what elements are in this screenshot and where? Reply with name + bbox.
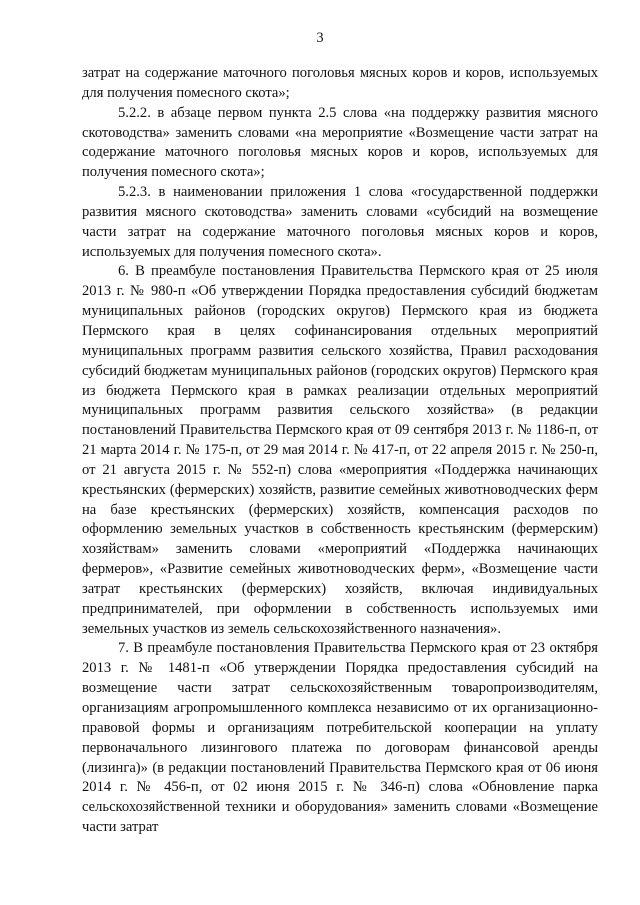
paragraph-5-2-3: 5.2.3. в наименовании приложения 1 слова «государственной поддержки развития мясного скотоводства» заменить словами «субсидий на возмещение части затрат на содержание маточного поголовья мясных коров и коров, используемых для получения помесного скота». [82, 184, 598, 260]
page-number: 3 [316, 30, 324, 46]
document-body [82, 64, 598, 838]
paragraph-7: 7. В преамбуле постановления Правительства Пермского края от 23 октября 2013 г. № 1481-п «Об утверждении Порядка предоставления субсидий на возмещение части затрат сельскохозяйственным товаропроизводителям, организациям агропромышленного комплекса независимо от их организационно-правовой формы и организациям потребительской кооперации на уплату первоначального лизингового платежа по договорам финансовой аренды (лизинга)» (в редакции постановлений Правительства Пермского края от 06 июня 2014 г. № 456-п, от 02 июня 2015 г. № 346-п) слова «Обновление парка сельскохозяйственной техники и оборудования» заменить словами «Возмещение части затрат [82, 640, 598, 836]
paragraph-continuation: затрат на содержание маточного поголовья мясных коров и коров, используемых для получения помесного скота»; [82, 65, 598, 101]
paragraph-6: 6. В преамбуле постановления Правительства Пермского края от 25 июля 2013 г. № 980-п «Об утверждении Порядка предоставления субсидий бюджетам муниципальных районов (городских округов) Пермского края из бюджета Пермского края в целях софинансирования отдельных мероприятий муниципальных программ развития сельского хозяйства, Правил расходования субсидий бюджетам муниципальных районов (городских округов) Пермского края из бюджета Пермского края в рамках реализации отдельных мероприятий муниципальных программ развития сельского хозяйства» (в редакции постановлений Правительства Пермского края от 09 сентября 2013 г. № 1186-п, от 21 марта 2014 г. № 175-п, от 29 мая 2014 г. № 417-п, от 22 апреля 2015 г. № 250-п, от 21 августа 2015 г. № 552-п) слова «мероприятия «Поддержка начинающих крестьянских (фермерских) хозяйств, развитие семейных животноводческих ферм на базе крестьянских (фермерских) хозяйств, компенсация расходов по оформлению земельных участков в собственность крестьянским (фермерским) хозяйствам» заменить словами «мероприятий «Поддержка начинающих фермеров», «Развитие семейных животноводческих ферм», «Возмещение части затрат крестьянских (фермерских) хозяйств, включая индивидуальных предпринимателей, при оформлении в собственность используемых ими земельных участков из земель сельскохозяйственного назначения». [82, 263, 598, 637]
paragraph-5-2-2: 5.2.2. в абзаце первом пункта 2.5 слова «на поддержку развития мясного скотоводства» заменить словами «на мероприятие «Возмещение части затрат на содержание маточного поголовья мясных коров и коров, используемых для получения помесного скота»; [82, 104, 598, 181]
